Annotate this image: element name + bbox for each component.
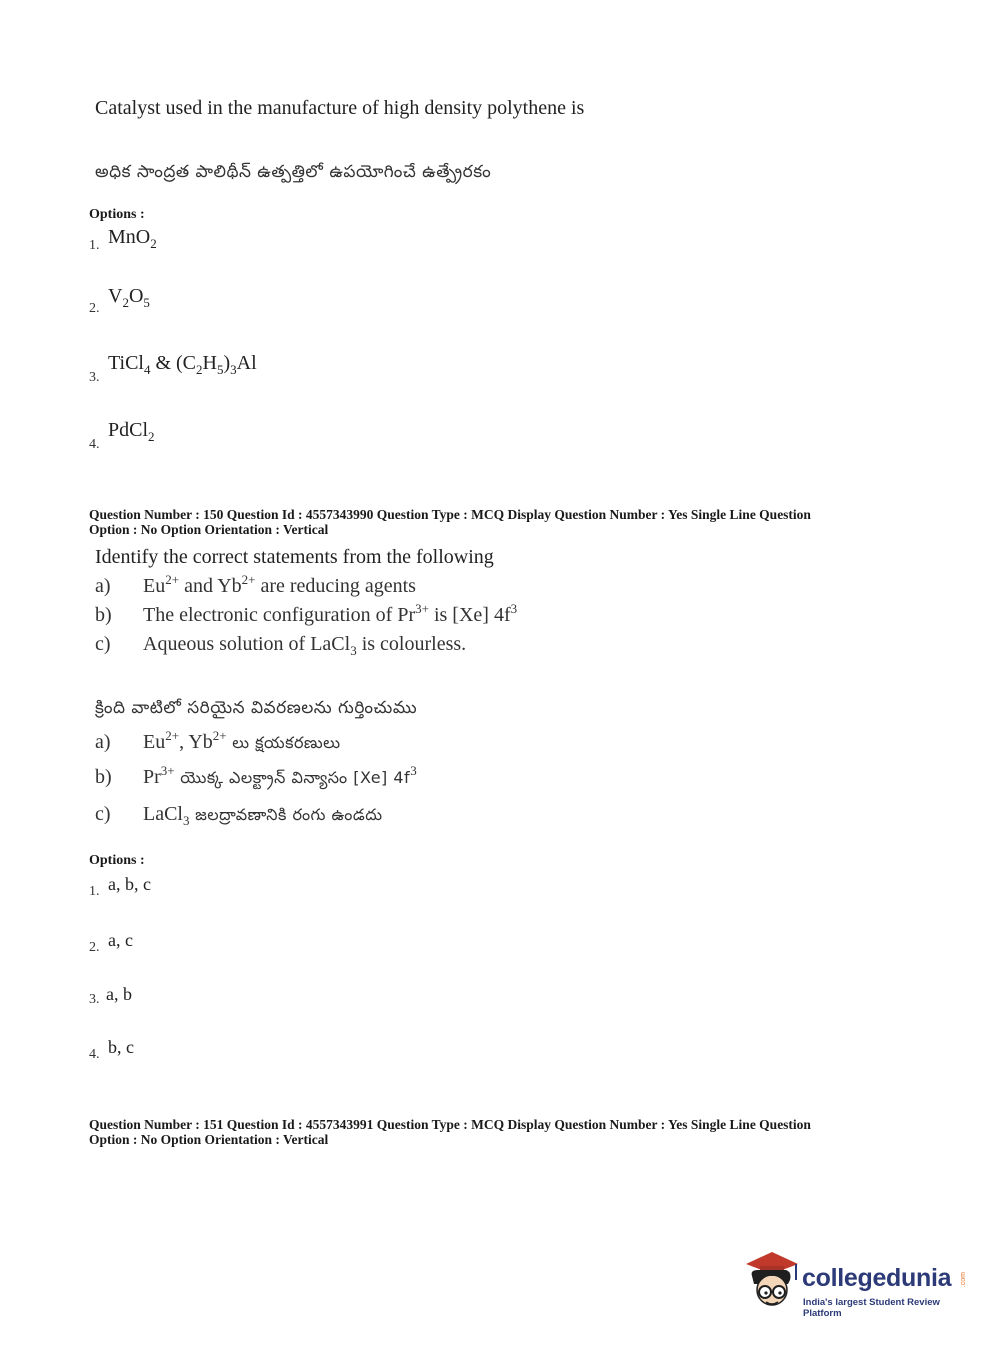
statement-row xyxy=(95,572,695,601)
question-text: Identify the correct statements from the following xyxy=(95,546,494,568)
statement-text: The electronic configuration of $Pr^{3+}$ is [Xe] $4f^3$ xyxy=(143,601,518,626)
option-item xyxy=(89,874,389,900)
option-number: 4. xyxy=(89,437,100,452)
option-item xyxy=(89,930,389,956)
option-value: a, b xyxy=(106,984,132,1004)
option-value: a, b, c xyxy=(108,874,151,894)
option-value: MnO$_2$ xyxy=(108,226,157,251)
option-number: 2. xyxy=(89,940,100,955)
meta-line: Question Number : 151 Question Id : 4557343991 Question Type : MCQ Display Question Number : Yes Single Line Question xyxy=(89,1117,811,1132)
option-number: 1. xyxy=(89,884,100,899)
statement-row xyxy=(95,728,695,757)
question-text: Catalyst used in the manufacture of high density polythene is xyxy=(95,97,585,119)
option-value: b, c xyxy=(108,1037,134,1057)
option-number: 1. xyxy=(89,238,100,253)
question-text-telugu: క్రింది వాటిలో సరియైన వివరణలను గుర్తించుము xyxy=(95,698,418,718)
statement-text: $Pr^{3+}$ యొక్క ఎలక్ట్రాన్ విన్యాసం [Xe] $4f^3$ xyxy=(143,763,417,788)
question-meta xyxy=(89,1117,889,1147)
option-value: TiCl$_4$ & $(C_2H_5)_3Al$ xyxy=(108,352,257,377)
option-item xyxy=(89,352,489,385)
statement-letter: a) xyxy=(95,575,111,597)
statement-letter: b) xyxy=(95,604,112,626)
statement-letter: c) xyxy=(95,803,111,825)
option-number: 4. xyxy=(89,1047,100,1062)
brand-tagline: India's largest Student Review Platform xyxy=(803,1297,940,1319)
options-heading: Options : xyxy=(89,853,145,868)
statement-text: $Eu^{2+}$, $Yb^{2+}$ లు క్షయకరణులు xyxy=(143,728,341,753)
meta-line: Option : No Option Orientation : Vertical xyxy=(89,522,329,537)
option-number: 3. xyxy=(89,370,100,385)
statement-text: $Eu^{2+}$ and $Yb^{2+}$ are reducing agents xyxy=(143,572,416,597)
meta-line: Question Number : 150 Question Id : 4557343990 Question Type : MCQ Display Question Number : Yes Single Line Question xyxy=(89,507,811,522)
option-value: $V_2O_5$ xyxy=(108,285,150,310)
options-heading: Options : xyxy=(89,207,145,222)
statement-letter: a) xyxy=(95,731,111,753)
option-item xyxy=(89,226,389,256)
statement-text: Aqueous solution of LaCl$_3$ is colourless. xyxy=(143,633,467,658)
graduate-mascot-icon xyxy=(742,1250,800,1312)
statement-letter: c) xyxy=(95,633,111,655)
statement-letter: b) xyxy=(95,766,112,788)
statement-row xyxy=(95,763,695,792)
statement-text: LaCl$_3$ జలద్రావణానికి రంగు ఉండదు xyxy=(143,803,383,828)
statement-row xyxy=(95,633,695,659)
option-item xyxy=(89,984,389,1010)
statement-row xyxy=(95,601,695,630)
option-item xyxy=(89,1037,389,1063)
meta-line: Option : No Option Orientation : Vertical xyxy=(89,1132,329,1147)
statement-row xyxy=(95,803,695,829)
brand-domain: .com xyxy=(960,1272,967,1288)
option-value: PdCl$_2$ xyxy=(108,419,155,444)
option-item xyxy=(89,285,389,315)
brand-name: collegedunia xyxy=(802,1264,952,1292)
option-number: 3. xyxy=(89,992,100,1007)
question-text-telugu: అధిక సాంద్రత పాలిథీన్ ఉత్పత్తిలో ఉపయోగించే ఉత్ప్రేరకం xyxy=(95,162,492,182)
collegedunia-logo xyxy=(742,1250,972,1320)
option-value: a, c xyxy=(108,930,133,950)
question-meta xyxy=(89,507,889,537)
option-item xyxy=(89,419,389,452)
option-number: 2. xyxy=(89,301,100,316)
